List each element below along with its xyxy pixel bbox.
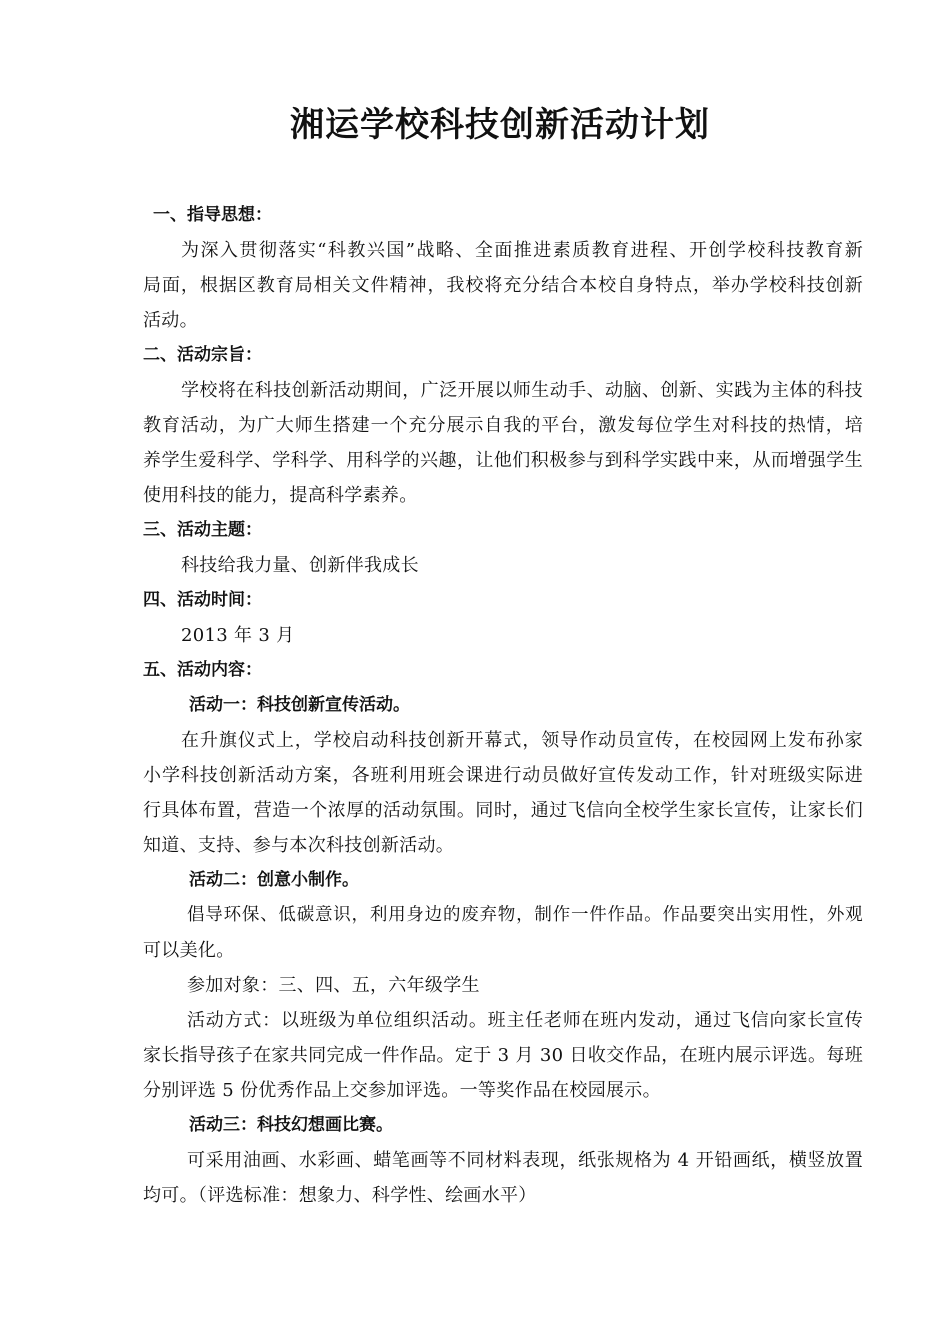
paragraph-line: 科技给我力量、创新伴我成长 [181,555,419,576]
paragraph-line: 倡导环保、低碳意识，利用身边的废弃物，制作一件作品。作品要突出实用性，外观 [187,905,863,925]
section-heading-theme: 三、活动主题： [143,520,262,540]
paragraph-line: 在升旗仪式上，学校启动科技创新开幕式，领导作动员宣传，在校园网上发布孙家 [181,730,863,751]
paragraph-line: 参加对象：三、四、五，六年级学生 [187,975,480,996]
paragraph-line: 养学生爱科学、学科学、用科学的兴趣，让他们积极参与到科学实践中来，从而增强学生 [143,450,863,471]
paragraph-line: 可以美化。 [143,940,235,961]
paragraph-line: 均可。（评选标准：想象力、科学性、绘画水平） [143,1185,537,1206]
paragraph-line: 小学科技创新活动方案，各班利用班会课进行动员做好宣传发动工作，针对班级实际进 [143,765,863,786]
activity-three-title: 活动三：科技幻想画比赛。 [189,1115,393,1135]
paragraph-line: 知道、支持、参与本次科技创新活动。 [143,835,455,856]
paragraph-line: 可采用油画、水彩画、蜡笔画等不同材料表现，纸张规格为 4 开铅画纸，横竖放置 [187,1150,863,1171]
paragraph-line: 2013 年 3 月 [181,625,295,646]
section-heading-guiding-ideas: 一、指导思想： [153,205,272,225]
paragraph-line: 学校将在科技创新活动期间，广泛开展以师生动手、动脑、创新、实践为主体的科技 [181,380,863,401]
section-heading-purpose: 二、活动宗旨： [143,345,262,365]
paragraph-line: 局面，根据区教育局相关文件精神，我校将充分结合本校自身特点，举办学校科技创新 [143,275,863,296]
paragraph-line: 行具体布置，营造一个浓厚的活动氛围。同时，通过飞信向全校学生家长宣传，让家长们 [143,800,863,821]
paragraph-line: 使用科技的能力，提高科学素养。 [143,485,418,506]
paragraph-line: 教育活动，为广大师生搭建一个充分展示自我的平台，激发每位学生对科技的热情，培 [143,415,863,436]
section-heading-content: 五、活动内容： [143,660,262,680]
document-body [143,198,863,1213]
paragraph-line: 为深入贯彻落实“科教兴国”战略、全面推进素质教育进程、开创学校科技教育新 [181,240,863,261]
document-title: 湘运学校科技创新活动计划 [290,105,710,145]
activity-two-title: 活动二：创意小制作。 [189,870,359,890]
paragraph-line: 活动方式：以班级为单位组织活动。班主任老师在班内发动，通过飞信向家长宣传 [187,1010,863,1031]
section-heading-time: 四、活动时间： [143,590,262,610]
paragraph-line: 家长指导孩子在家共同完成一件作品。定于 3 月 30 日收交作品，在班内展示评选。每班 [143,1045,863,1066]
activity-one-title: 活动一：科技创新宣传活动。 [189,695,410,715]
paragraph-line: 分别评选 5 份优秀作品上交参加评选。一等奖作品在校园展示。 [143,1080,661,1101]
paragraph-line: 活动。 [143,310,198,331]
